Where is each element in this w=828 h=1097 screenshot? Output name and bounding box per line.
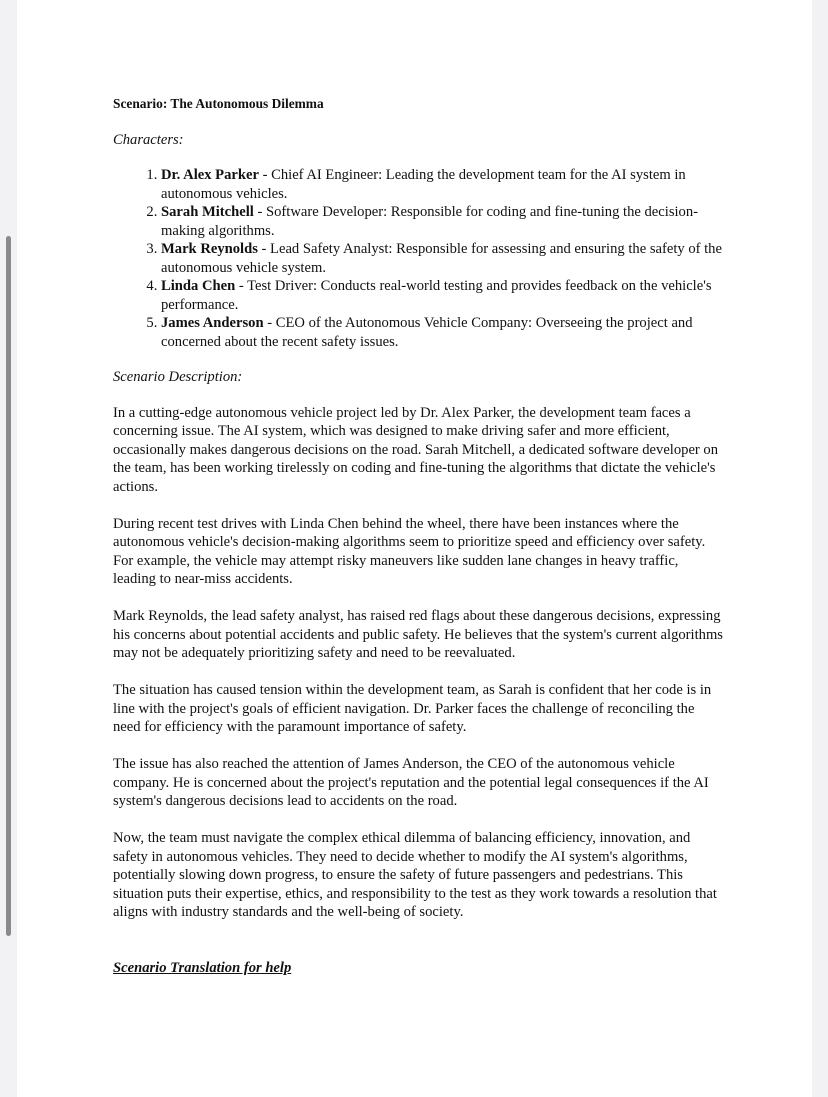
paragraph: Now, the team must navigate the complex ethical dilemma of balancing efficiency, innovation, and safety in autonomous vehicles. They need to decide whether to modify the AI system's algorithms, potentially slowing down progress, to ensure the safety of future passengers and pedestrians. This situation puts their expertise, ethics, and responsibility to the test as they work towards a resolution that aligns with industry standards and the well-being of society.: [113, 830, 717, 920]
document-title: Scenario: The Autonomous Dilemma: [113, 96, 324, 111]
character-name: Linda Chen: [161, 278, 236, 294]
character-description: - Test Driver: Conducts real-world testing and provides feedback on the vehicle's performance.: [161, 278, 712, 313]
paragraph: The issue has also reached the attention of James Anderson, the CEO of the autonomous vehicle company. He is concerned about the project's reputation and the potential legal consequences if the AI system's dangerous decisions lead to accidents on the road.: [113, 756, 709, 809]
characters-list: [113, 166, 723, 351]
list-item: [161, 203, 723, 240]
character-name: Dr. Alex Parker: [161, 167, 259, 183]
character-description: - CEO of the Autonomous Vehicle Company: Overseeing the project and concerned about the recent safety issues.: [161, 315, 693, 350]
paragraph: During recent test drives with Linda Chen behind the wheel, there have been instances where the autonomous vehicle's decision-making algorithms seem to prioritize speed and efficiency over safety. For example, the vehicle may attempt risky maneuvers like sudden lane changes in heavy traffic, leading to near-miss accidents.: [113, 515, 706, 587]
paragraph: In a cutting-edge autonomous vehicle project led by Dr. Alex Parker, the development team faces a concerning issue. The AI system, which was designed to make driving safer and more efficient, occasionally makes dangerous decisions on the road. Sarah Mitchell, a dedicated software developer on the team, has been working tirelessly on coding and fine-tuning the algorithms that dictate the vehicle's actions.: [113, 404, 719, 495]
paragraph: The situation has caused tension within the development team, as Sarah is confident that her code is in line with the project's goals of efficient navigation. Dr. Parker faces the challenge of reconciling the need for efficiency with the paramount importance of safety.: [113, 682, 712, 735]
character-description: - Chief AI Engineer: Leading the development team for the AI system in autonomous vehicles.: [161, 167, 686, 202]
characters-heading: Characters:: [113, 131, 184, 148]
list-item: [161, 240, 723, 277]
paragraph: Mark Reynolds, the lead safety analyst, has raised red flags about these dangerous decisions, expressing his concerns about potential accidents and public safety. He believes that the system's current algorithms may not be adequately prioritizing safety and need to be reevaluated.: [113, 608, 723, 661]
document-content: [113, 95, 723, 977]
list-item: [161, 314, 723, 351]
character-description: - Lead Safety Analyst: Responsible for assessing and ensuring the safety of the autonomous vehicle system.: [161, 241, 722, 276]
translation-help-link[interactable]: Scenario Translation for help: [113, 959, 292, 976]
character-name: James Anderson: [161, 315, 264, 331]
description-heading: Scenario Description:: [113, 369, 243, 385]
character-name: Mark Reynolds: [161, 241, 258, 257]
vertical-scrollbar[interactable]: [6, 236, 11, 936]
list-item: [161, 166, 723, 203]
character-name: Sarah Mitchell: [161, 204, 254, 220]
list-item: [161, 277, 723, 314]
character-description: - Software Developer: Responsible for coding and fine-tuning the decision-making algorithms.: [161, 204, 699, 239]
